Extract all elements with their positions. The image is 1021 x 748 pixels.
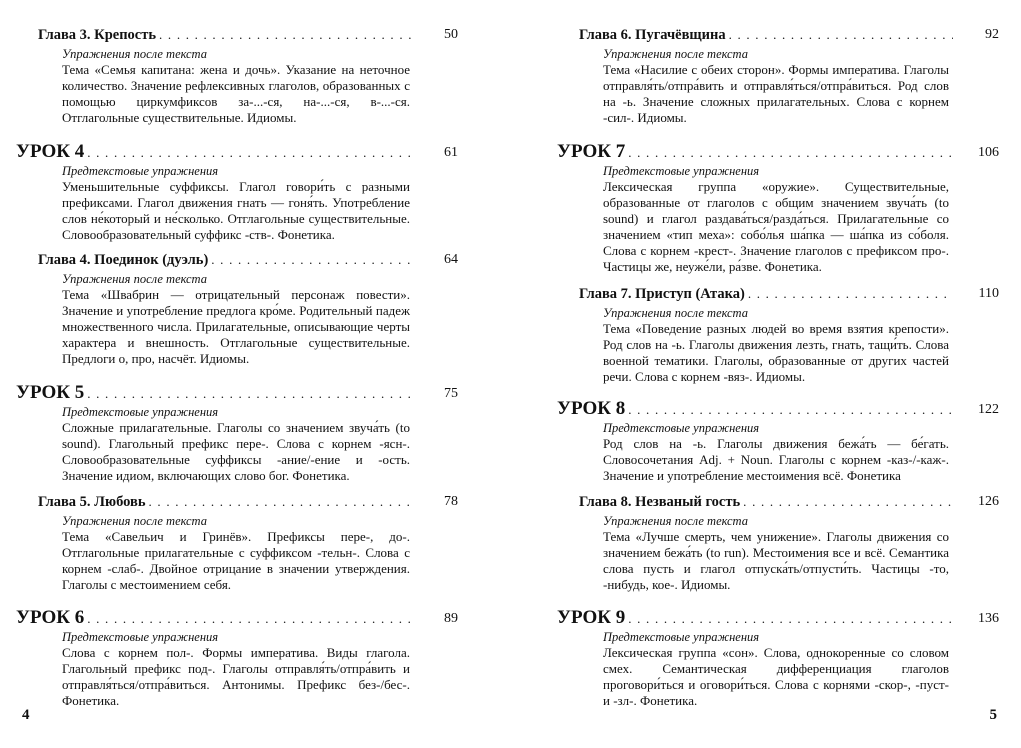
toc-entry xyxy=(16,142,458,243)
entry-title: УРОК 4 . . . xyxy=(16,142,412,163)
entry-subhead: Упражнения после текста xyxy=(62,47,207,61)
entry-page-number: 106 xyxy=(978,145,999,160)
entry-description: Слова с корнем пол-. Формы императива. Виды глагола. Глагольный префикс под-. Глаголы отправля́ть/отпра́вить и отправля́ться/отпра́виться. Антонимы. Префикс без-/бес-. Фонетика. xyxy=(62,645,410,708)
entry-title: УРОК 8 . . . xyxy=(557,399,953,420)
entry-title: Глава 4. Поединок (дуэль) . . . xyxy=(38,250,412,270)
toc-entry xyxy=(579,492,999,593)
toc-entry xyxy=(38,492,458,593)
entry-subhead: Упражнения после текста xyxy=(603,306,748,320)
toc-entry xyxy=(579,25,999,126)
entry-description: Тема «Савельич и Гринёв». Префиксы пере-, до-. Отглагольные прилагательные с суффиксом -тельн-. Слова с корнем -слаб-. Двойное отрицание в значении утверждения. Глаголы с местоимением себя. xyxy=(62,529,410,592)
entry-description: Род слов на -ь. Глаголы движения бежа́ть — бе́гать. Словосочетания Adj. + Noun. Глаголы с корнем -каз-/-каж-. Значение и употребление местоимения всё. Фонетика xyxy=(603,436,949,483)
entry-subhead: Упражнения после текста xyxy=(603,47,748,61)
entry-page-number: 122 xyxy=(978,402,999,417)
entry-page-number: 89 xyxy=(444,611,458,626)
entry-page-number: 78 xyxy=(444,494,458,509)
entry-page-number: 110 xyxy=(978,286,999,301)
toc-entry xyxy=(557,142,999,275)
entry-page-number: 75 xyxy=(444,386,458,401)
entry-description: Уменьшительные суффиксы. Глагол говори́ть с разными префиксами. Глагол движения гнать — гоня́ть. Употребление слов не́который и не́сколько. Отглагольные существительные. Словообразовательный суффикс -ств-. Фонетика. xyxy=(62,179,410,242)
entry-title: УРОК 5 . . . xyxy=(16,383,412,404)
toc-entry xyxy=(38,250,458,367)
toc-entry xyxy=(557,608,999,709)
entry-title: Глава 5. Любовь . . . xyxy=(38,492,412,512)
right-page xyxy=(541,0,1021,748)
entry-description: Тема «Поведение разных людей во время взятия крепости». Род слов на -ь. Глаголы движения лезть, гнать, тащи́ть. Слова военной тематики. Глаголы, образованные от других частей речи. Слова с корнем -вяз-. Идиомы. xyxy=(603,321,949,384)
entry-description: Тема «Насилие с обеих сторон». Формы императива. Глаголы отправля́ть/отпра́вить и отправля́ться/отпра́виться. Род слов на -ь. Значение сложных прилагательных. Слова с корнем -сил-. Идиомы. xyxy=(603,62,949,125)
entry-title: Глава 7. Приступ (Атака) . . . xyxy=(579,284,953,304)
entry-subhead: Упражнения после текста xyxy=(62,272,207,286)
entry-description: Лексическая группа «оружие». Существительные, образованные от глаголов с общим значением звуча́ть (to sound) и глагол раздава́ться/разда́ться. Прилагательные со значением «тип меха»: собо́лья ша́пка — ша́пка из со́боля. Слова с корнем -крест-. Значение глаголов с префиксом про-. Частицы же, неуже́ли, ра́зве. Фонетика. xyxy=(603,179,949,274)
entry-title: УРОК 7 . . . xyxy=(557,142,953,163)
entry-title: Глава 6. Пугачёвщина . . . xyxy=(579,25,953,45)
toc-entry xyxy=(38,25,458,126)
page-number-right: 5 xyxy=(989,707,997,723)
entry-page-number: 64 xyxy=(444,252,458,267)
entry-page-number: 61 xyxy=(444,145,458,160)
entry-subhead: Предтекстовые упражнения xyxy=(603,630,760,644)
entry-page-number: 50 xyxy=(444,27,458,42)
entry-subhead: Предтекстовые упражнения xyxy=(62,405,219,419)
toc-entry xyxy=(557,399,999,484)
page-number-left: 4 xyxy=(22,707,30,723)
entry-subhead: Упражнения после текста xyxy=(62,514,207,528)
entry-subhead: Предтекстовые упражнения xyxy=(62,164,219,178)
entry-subhead: Предтекстовые упражнения xyxy=(62,630,219,644)
entry-title: УРОК 6 . . . xyxy=(16,608,412,629)
entry-subhead: Предтекстовые упражнения xyxy=(603,421,760,435)
entry-page-number: 126 xyxy=(978,494,999,509)
toc-entry xyxy=(16,383,458,484)
entry-subhead: Предтекстовые упражнения xyxy=(603,164,760,178)
entry-description: Тема «Лучше смерть, чем унижение». Глаголы движения со значением бежа́ть (to run). Местоимения все и всё. Семантика слова пусть и глагол отпуска́ть/отпусти́ть. Частицы -то, -нибудь, кое-. Идиомы. xyxy=(603,529,949,592)
toc-entry xyxy=(579,284,999,385)
entry-page-number: 92 xyxy=(985,27,999,42)
entry-title: УРОК 9 . . . xyxy=(557,608,953,629)
entry-description: Сложные прилагательные. Глаголы со значением звуча́ть (to sound). Глагольный префикс пере-. Слова с корнем -ясн-. Словообразовательные суффиксы -ание/-ение и -ость. Значение идиом, включающих слово бог. Фонетика. xyxy=(62,420,410,483)
toc-entry xyxy=(16,608,458,709)
entry-title: Глава 3. Крепость . . . xyxy=(38,25,412,45)
entry-description: Тема «Семья капитана: жена и дочь». Указание на неточное количество. Значение рефлексивных глаголов, образованных с помощью циркумфиксов за-...-ся, на-...-ся, в-...-ся. Отглагольные существительные. Идиомы. xyxy=(62,62,410,125)
left-page xyxy=(0,0,480,748)
entry-page-number: 136 xyxy=(978,611,999,626)
entry-subhead: Упражнения после текста xyxy=(603,514,748,528)
entry-description: Тема «Швабрин — отрицательный персонаж повести». Значение и употребление предлога кро́ме. Родительный падеж множественного числа. Прилагательные, описывающие черты характера и внешность. Отглагольные существительные. Предлоги о, про, насчёт. Идиомы. xyxy=(62,287,410,366)
entry-description: Лексическая группа «сон». Слова, однокоренные со словом смех. Семантическая дифференциация глаголов проговори́ться и оговори́ться. Слова с корнями -скор-, -пуст- и -зл-. Фонетика. xyxy=(603,645,949,708)
entry-title: Глава 8. Незваный гость . . . xyxy=(579,492,953,512)
